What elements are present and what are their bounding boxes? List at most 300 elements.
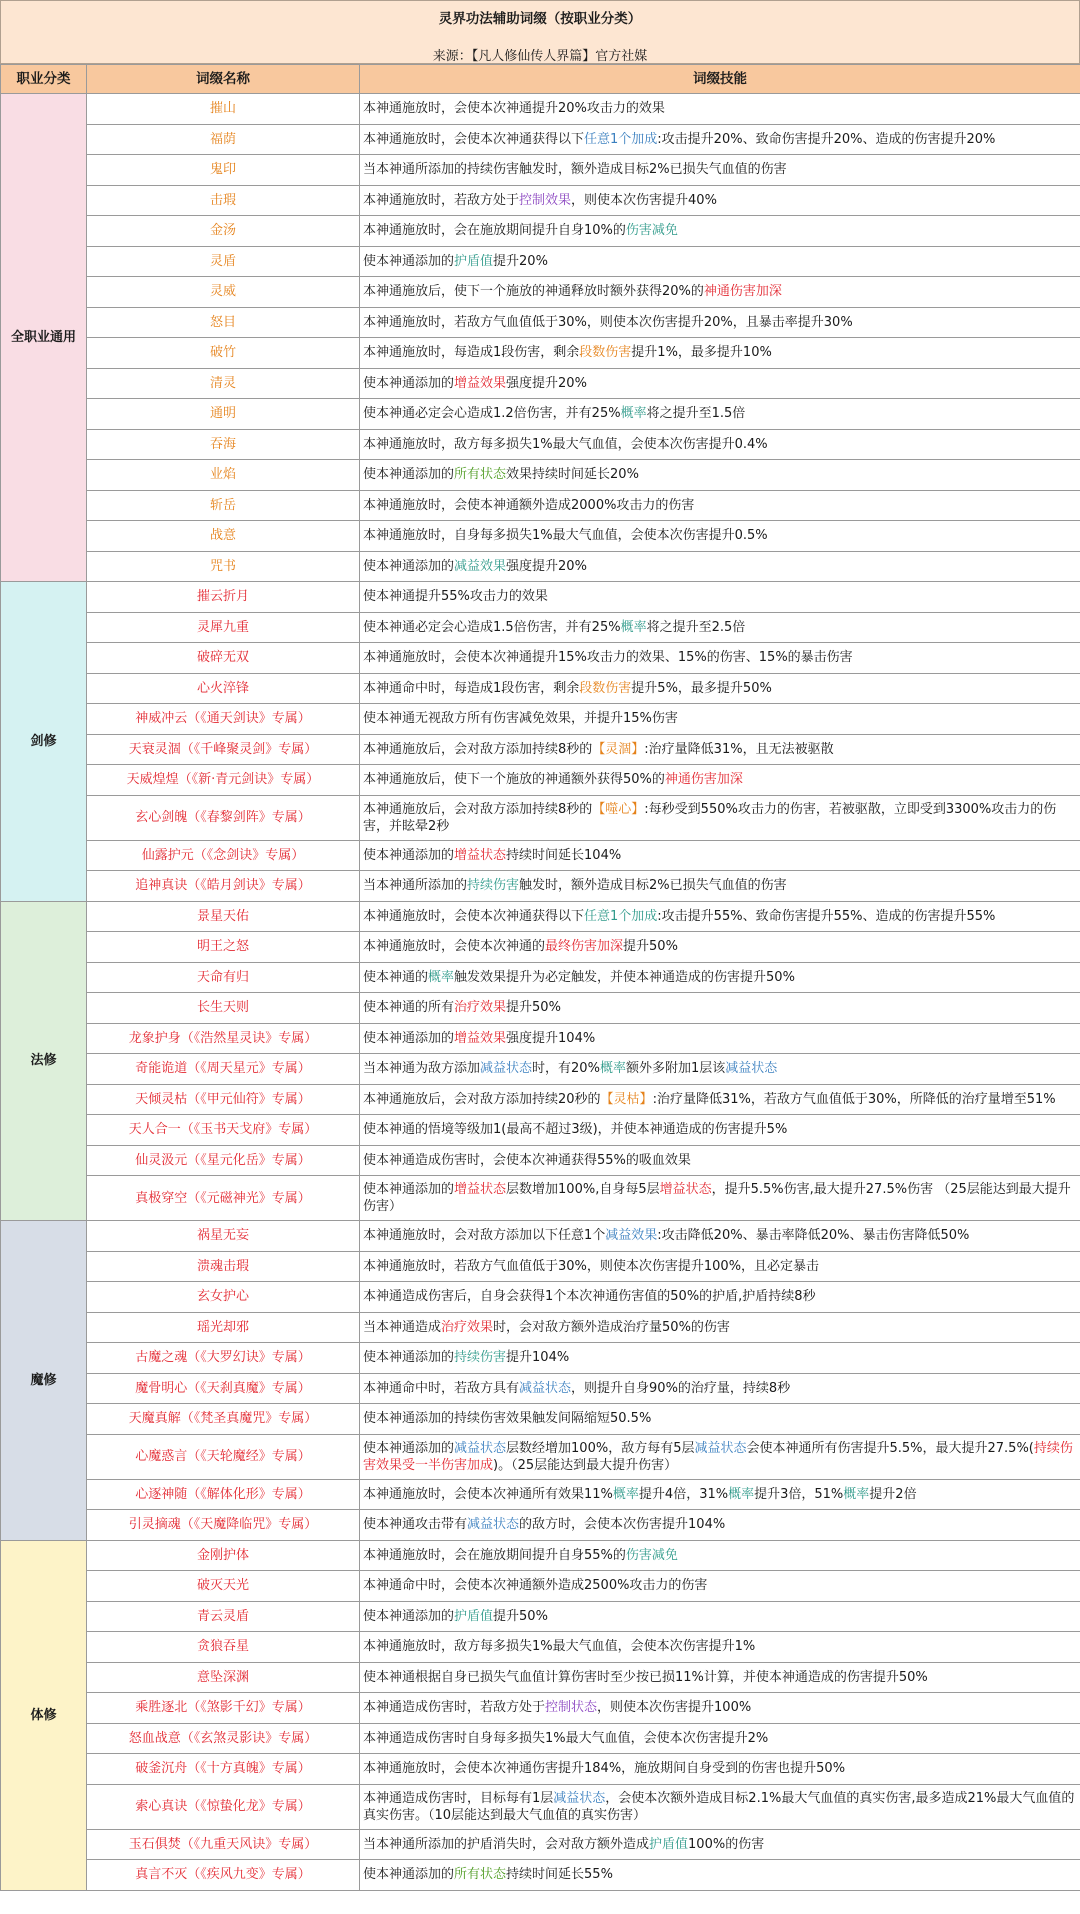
skill-text: 本神通施放时，敌方每多损失1%最大气血值，会使本次伤害提升1% xyxy=(363,1639,756,1655)
skill-text: 本神通命中时，会使本次神通额外造成2500%攻击力的伤害 xyxy=(363,1578,708,1594)
affix-row xyxy=(1,1176,1080,1221)
skill-text: 本神通命中时，若敌方具有 xyxy=(363,1380,520,1396)
skill-text: 使本神通必定会心造成1.5倍伤害，并有25% xyxy=(363,619,621,635)
affix-name: 天命有归 xyxy=(87,962,360,993)
affix-row xyxy=(1,1145,1080,1176)
affix-skill xyxy=(360,551,1080,582)
affix-row xyxy=(1,1723,1080,1754)
skill-text: :治疗量降低31%，且无法被驱散 xyxy=(644,741,834,757)
affix-name: 怒血战意（《玄煞灵影诀》专属） xyxy=(87,1723,360,1754)
affix-skill xyxy=(360,1723,1080,1754)
affix-row xyxy=(1,1251,1080,1282)
skill-text: 本神通施放时，会使本次神通所有效果11% xyxy=(363,1486,613,1502)
header-row xyxy=(1,65,1080,94)
affix-skill xyxy=(360,460,1080,491)
skill-text: 本神通施放后，会对敌方添加持续8秒的 xyxy=(363,741,593,757)
affix-name: 吞海 xyxy=(87,429,360,460)
affix-name: 天魔真解（《梵圣真魔咒》专属） xyxy=(87,1404,360,1435)
affix-row xyxy=(1,1221,1080,1252)
skill-text: :治疗量降低31%，若敌方气血值低于30%，所降低的治疗量增至51% xyxy=(652,1091,1056,1107)
keyword-highlight: 概率 xyxy=(620,406,647,422)
skill-text: 本神通施放后，会对敌方添加持续8秒的 xyxy=(363,801,593,817)
affix-row xyxy=(1,765,1080,796)
affix-skill xyxy=(360,1510,1080,1541)
affix-skill xyxy=(360,1373,1080,1404)
skill-text: 本神通施放时，会使本次神通提升15%攻击力的效果、15%的伤害、15%的暴击伤害 xyxy=(363,650,853,666)
affix-name: 心魔惑言（《天轮魔经》专属） xyxy=(87,1434,360,1479)
affix-row xyxy=(1,185,1080,216)
affix-row xyxy=(1,551,1080,582)
affix-row xyxy=(1,460,1080,491)
affix-name: 破釜沉舟（《十方真魄》专属） xyxy=(87,1754,360,1785)
affix-row xyxy=(1,901,1080,932)
affix-row xyxy=(1,1632,1080,1663)
keyword-highlight: 增益状态 xyxy=(454,847,507,863)
affix-row xyxy=(1,1571,1080,1602)
keyword-highlight: 减益效果 xyxy=(454,558,507,574)
affix-name: 摧云折月 xyxy=(87,582,360,613)
affix-skill xyxy=(360,1662,1080,1693)
affix-skill xyxy=(360,901,1080,932)
affix-skill xyxy=(360,734,1080,765)
affix-name: 祸星无妄 xyxy=(87,1221,360,1252)
affix-skill xyxy=(360,1343,1080,1374)
affix-name: 仙露护元（《念剑诀》专属） xyxy=(87,840,360,871)
affix-skill xyxy=(360,307,1080,338)
skill-text: 本神通施放时，会在施放期间提升自身55%的 xyxy=(363,1547,626,1563)
affix-skill xyxy=(360,765,1080,796)
category-cell: 全职业通用 xyxy=(1,94,87,582)
affix-name: 神威冲云（《通天剑诀》专属） xyxy=(87,704,360,735)
skill-text: 提升3倍，51% xyxy=(754,1486,844,1502)
affix-name: 天倾灵枯（《甲元仙符》专属） xyxy=(87,1084,360,1115)
skill-text: 使本神通提升55%攻击力的效果 xyxy=(363,589,548,605)
skill-text: 提升4倍，31% xyxy=(638,1486,729,1502)
keyword-highlight: 伤害减免 xyxy=(625,223,678,239)
affix-skill xyxy=(360,185,1080,216)
skill-text: :每秒受到550%攻击力的伤害，若被驱散，立即受到3300%攻击力的伤害，并眩晕2秒 xyxy=(363,801,1057,834)
affix-row xyxy=(1,1023,1080,1054)
affix-skill xyxy=(360,1784,1080,1829)
skill-text: 使本神通添加的持续伤害效果触发间隔缩短50.5% xyxy=(363,1411,652,1427)
affix-name: 真极穿空（《元磁神光》专属） xyxy=(87,1176,360,1221)
skill-text: ，则使本次伤害提升40% xyxy=(571,192,717,208)
keyword-highlight: 持续伤害 xyxy=(467,878,520,894)
skill-text: 提升104% xyxy=(506,1350,570,1366)
affix-row xyxy=(1,1860,1080,1891)
keyword-highlight: 概率 xyxy=(428,969,455,985)
affix-row xyxy=(1,246,1080,277)
affix-row xyxy=(1,704,1080,735)
affix-name: 福荫 xyxy=(87,124,360,155)
affix-name: 乘胜逐北（《煞影千幻》专属） xyxy=(87,1693,360,1724)
skill-text: 当本神通造成 xyxy=(363,1319,442,1335)
skill-text: 时，会对敌方额外造成治疗量50%的伤害 xyxy=(493,1319,730,1335)
skill-text: :攻击降低20%、暴击率降低20%、暴击伤害降低50% xyxy=(657,1228,970,1244)
affix-row xyxy=(1,1754,1080,1785)
skill-text: :攻击提升20%、致命伤害提升20%、造成的伤害提升20% xyxy=(657,131,996,147)
affix-name: 仙灵汲元（《星元化岳》专属） xyxy=(87,1145,360,1176)
affix-name: 真言不灭（《疾风九变》专属） xyxy=(87,1860,360,1891)
skill-text: 本神通施放后，会对敌方添加持续20秒的 xyxy=(363,1091,601,1107)
affix-name: 灵盾 xyxy=(87,246,360,277)
affix-row xyxy=(1,307,1080,338)
skill-text: 使本神通的悟境等级加1(最高不超过3级)，并使本神通造成的伤害提升5% xyxy=(363,1122,788,1138)
affix-row xyxy=(1,1693,1080,1724)
skill-text: 本神通施放时，自身每多损失1%最大气血值，会使本次伤害提升0.5% xyxy=(363,528,768,544)
skill-text: 使本神通造成伤害时，会使本次神通获得55%的吸血效果 xyxy=(363,1152,691,1168)
affix-row xyxy=(1,582,1080,613)
affix-row xyxy=(1,612,1080,643)
keyword-highlight: 概率 xyxy=(728,1486,755,1502)
skill-text: ，则使本次伤害提升100% xyxy=(597,1700,752,1716)
skill-text: 本神通施放时，会使本次神通获得以下 xyxy=(363,131,585,147)
affix-row xyxy=(1,840,1080,871)
affix-name: 魔骨明心（《天刹真魔》专属） xyxy=(87,1373,360,1404)
affix-row xyxy=(1,216,1080,247)
affix-row xyxy=(1,1282,1080,1313)
affix-name: 心逐神随（《解体化形》专属） xyxy=(87,1479,360,1510)
affix-name: 瑶光却邪 xyxy=(87,1312,360,1343)
header-affix-name: 词缀名称 xyxy=(87,65,360,94)
affix-skill xyxy=(360,1754,1080,1785)
affix-skill xyxy=(360,277,1080,308)
affix-name: 怒目 xyxy=(87,307,360,338)
affix-row xyxy=(1,1829,1080,1860)
affix-skill xyxy=(360,1571,1080,1602)
category-cell: 法修 xyxy=(1,901,87,1221)
affix-skill xyxy=(360,871,1080,902)
affix-row xyxy=(1,429,1080,460)
affix-skill xyxy=(360,704,1080,735)
affix-row xyxy=(1,795,1080,840)
skill-text: 使本神通的所有 xyxy=(363,1000,455,1016)
affix-row xyxy=(1,962,1080,993)
skill-text: 使本神通添加的 xyxy=(363,253,455,269)
keyword-highlight: 增益效果 xyxy=(454,375,507,391)
keyword-highlight: 减益效果 xyxy=(605,1228,658,1244)
header-category: 职业分类 xyxy=(1,65,87,94)
skill-text: 本神通施放时，会使本神通额外造成2000%攻击力的伤害 xyxy=(363,497,695,513)
affix-skill xyxy=(360,1860,1080,1891)
keyword-highlight: 减益状态 xyxy=(553,1790,606,1806)
skill-text: 当本神通所添加的 xyxy=(363,878,468,894)
affix-name: 清灵 xyxy=(87,368,360,399)
affix-skill xyxy=(360,1084,1080,1115)
affix-skill xyxy=(360,1221,1080,1252)
affix-name: 贪狼吞星 xyxy=(87,1632,360,1663)
keyword-highlight: 增益状态 xyxy=(454,1182,507,1197)
affix-skill xyxy=(360,1479,1080,1510)
skill-text: 本神通施放时，会使本次神通提升20%攻击力的效果 xyxy=(363,101,665,117)
keyword-highlight: 持续伤害 xyxy=(454,1350,507,1366)
affix-row xyxy=(1,1404,1080,1435)
keyword-highlight: 所有状态 xyxy=(454,467,507,483)
keyword-highlight: 任意1个加成 xyxy=(584,131,658,147)
affix-name: 景星天佑 xyxy=(87,901,360,932)
affix-skill xyxy=(360,124,1080,155)
affix-skill xyxy=(360,1601,1080,1632)
affix-skill xyxy=(360,1312,1080,1343)
skill-text: 本神通命中时，每造成1段伤害，剩余 xyxy=(363,680,580,696)
affix-skill xyxy=(360,643,1080,674)
skill-text: 层数经增加100%，敌方每有5层 xyxy=(506,1440,695,1456)
keyword-highlight: 概率 xyxy=(599,1061,626,1077)
skill-text: 将之提升至2.5倍 xyxy=(646,619,746,635)
skill-text: 层数增加100%,自身每5层 xyxy=(506,1182,660,1197)
affix-name: 破碎无双 xyxy=(87,643,360,674)
affix-skill xyxy=(360,1023,1080,1054)
skill-text: 使本神通添加的 xyxy=(363,375,455,391)
keyword-highlight: 护盾值 xyxy=(454,253,494,269)
skill-text: 效果持续时间延长20% xyxy=(506,467,639,483)
affix-skill xyxy=(360,1176,1080,1221)
affix-row xyxy=(1,1784,1080,1829)
affix-name: 奇能诡道（《周天星元》专属） xyxy=(87,1054,360,1085)
affix-skill xyxy=(360,246,1080,277)
affix-name: 天衰灵涸（《千峰聚灵剑》专属） xyxy=(87,734,360,765)
affix-row xyxy=(1,368,1080,399)
skill-text: 会使本神通所有伤害提升5.5%，最大提升27.5%( xyxy=(746,1440,1034,1456)
affix-name: 斩岳 xyxy=(87,490,360,521)
keyword-highlight: 段数伤害 xyxy=(579,680,632,696)
skill-text: 持续时间延长104% xyxy=(506,847,622,863)
keyword-highlight: 任意1个加成 xyxy=(584,908,658,924)
affix-row xyxy=(1,1312,1080,1343)
skill-text: 当本神通为敌方添加 xyxy=(363,1061,481,1077)
keyword-highlight: 减益状态 xyxy=(725,1061,778,1077)
affix-row xyxy=(1,1434,1080,1479)
skill-text: 本神通造成伤害后，自身会获得1个本次神通伤害值的50%的护盾,护盾持续8秒 xyxy=(363,1289,816,1305)
affix-name: 追神真诀（《皓月剑诀》专属） xyxy=(87,871,360,902)
affix-skill xyxy=(360,521,1080,552)
skill-text: 提升2倍 xyxy=(869,1486,917,1502)
skill-text: 使本神通添加的 xyxy=(363,1030,455,1046)
skill-text: 触发时，额外造成目标2%已损失气血值的伤害 xyxy=(519,878,787,894)
affix-skill xyxy=(360,840,1080,871)
skill-text: 本神通施放时，若敌方气血值低于30%，则使本次伤害提升20%，且暴击率提升30% xyxy=(363,314,853,330)
affix-skill xyxy=(360,1251,1080,1282)
affix-row xyxy=(1,734,1080,765)
sheet-title: 灵界功法辅助词缀（按职业分类） xyxy=(438,11,642,27)
affix-name: 明王之怒 xyxy=(87,932,360,963)
affix-row xyxy=(1,993,1080,1024)
keyword-highlight: 增益状态 xyxy=(659,1182,712,1197)
skill-text: 触发效果提升为必定触发，并使本神通造成的伤害提升50% xyxy=(454,969,795,985)
affix-row xyxy=(1,871,1080,902)
keyword-highlight: 控制状态 xyxy=(545,1700,598,1716)
skill-text: 使本神通添加的 xyxy=(363,558,455,574)
affix-name: 灵威 xyxy=(87,277,360,308)
keyword-highlight: 【噬心】 xyxy=(592,801,645,817)
keyword-highlight: 持续伤害效果受一半伤害加成 xyxy=(363,1440,1073,1473)
affix-row xyxy=(1,1540,1080,1571)
category-cell: 体修 xyxy=(1,1540,87,1890)
affix-row xyxy=(1,643,1080,674)
category-cell: 剑修 xyxy=(1,582,87,902)
skill-text: 提升20% xyxy=(493,253,548,269)
affix-skill xyxy=(360,795,1080,840)
affix-name: 战意 xyxy=(87,521,360,552)
skill-text: 本神通施放时，会对敌方添加以下任意1个 xyxy=(363,1228,606,1244)
skill-text: 提升50% xyxy=(493,1608,548,1624)
keyword-highlight: 减益状态 xyxy=(694,1440,747,1456)
affix-name: 玄心剑魄（《春黎剑阵》专属） xyxy=(87,795,360,840)
skill-text: 本神通施放时，会在施放期间提升自身10%的 xyxy=(363,223,626,239)
skill-text: 使本神通必定会心造成1.2倍伤害，并有25% xyxy=(363,406,621,422)
affix-row xyxy=(1,1343,1080,1374)
skill-text: 时，有20% xyxy=(532,1061,600,1077)
skill-text: :攻击提升55%、致命伤害提升55%、造成的伤害提升55% xyxy=(657,908,996,924)
affix-row xyxy=(1,399,1080,430)
skill-text: 本神通造成伤害时自身每多损失1%最大气血值，会使本次伤害提升2% xyxy=(363,1730,769,1746)
affix-skill xyxy=(360,1434,1080,1479)
keyword-highlight: 概率 xyxy=(612,1486,639,1502)
affix-name: 摧山 xyxy=(87,94,360,125)
affix-name: 天人合一（《玉书天戈府》专属） xyxy=(87,1115,360,1146)
affix-skill xyxy=(360,612,1080,643)
sheet-source: 来源：【凡人修仙传人界篇】官方社媒 xyxy=(432,49,648,64)
affix-skill xyxy=(360,962,1080,993)
affix-name: 心火淬锋 xyxy=(87,673,360,704)
skill-text: 的敌方时，会使本次伤害提升104% xyxy=(519,1517,726,1533)
affix-name: 引灵摘魂（《天魔降临咒》专属） xyxy=(87,1510,360,1541)
keyword-highlight: 护盾值 xyxy=(454,1608,494,1624)
affix-name: 青云灵盾 xyxy=(87,1601,360,1632)
affix-skill xyxy=(360,1282,1080,1313)
affix-skill xyxy=(360,338,1080,369)
keyword-highlight: 伤害减免 xyxy=(625,1547,678,1563)
affix-name: 金汤 xyxy=(87,216,360,247)
affix-row xyxy=(1,94,1080,125)
affix-skill xyxy=(360,1693,1080,1724)
affix-row xyxy=(1,155,1080,186)
skill-text: 强度提升20% xyxy=(506,375,587,391)
affix-row xyxy=(1,338,1080,369)
affix-skill xyxy=(360,429,1080,460)
affix-name: 龙象护身（《浩然星灵诀》专属） xyxy=(87,1023,360,1054)
skill-text: 使本神通的 xyxy=(363,969,429,985)
keyword-highlight: 护盾值 xyxy=(649,1836,689,1852)
affix-name: 索心真诀（《惊蛰化龙》专属） xyxy=(87,1784,360,1829)
skill-text: 使本神通添加的 xyxy=(363,1440,455,1456)
affix-row xyxy=(1,124,1080,155)
affix-name: 破灭天光 xyxy=(87,1571,360,1602)
skill-text: 100%的伤害 xyxy=(688,1836,765,1852)
affix-name: 灵犀九重 xyxy=(87,612,360,643)
affix-row xyxy=(1,932,1080,963)
skill-text: 提升5%，最多提升50% xyxy=(631,680,772,696)
affix-name: 鬼印 xyxy=(87,155,360,186)
skill-text: 使本神通添加的 xyxy=(363,1182,455,1197)
skill-text: 将之提升至1.5倍 xyxy=(646,406,746,422)
skill-text: 本神通造成伤害时，目标每有1层 xyxy=(363,1790,554,1806)
affix-skill xyxy=(360,1829,1080,1860)
affix-skill xyxy=(360,1145,1080,1176)
skill-text: 使本神通攻击带有 xyxy=(363,1517,468,1533)
skill-text: 本神通造成伤害时，若敌方处于 xyxy=(363,1700,546,1716)
skill-text: 当本神通所添加的护盾消失时，会对敌方额外造成 xyxy=(363,1836,650,1852)
keyword-highlight: 治疗效果 xyxy=(441,1319,494,1335)
affix-skill xyxy=(360,993,1080,1024)
affix-name: 溃魂击瑕 xyxy=(87,1251,360,1282)
affix-row xyxy=(1,490,1080,521)
skill-text: 本神通施放后，使下一个施放的神通释放时额外获得20%的 xyxy=(363,284,704,300)
affix-skill xyxy=(360,1404,1080,1435)
affix-skill xyxy=(360,399,1080,430)
skill-text: 本神通施放时，会使本次神通伤害提升184%，施放期间自身受到的伤害也提升50% xyxy=(363,1761,846,1777)
affix-row xyxy=(1,1601,1080,1632)
keyword-highlight: 所有状态 xyxy=(454,1867,507,1883)
affix-skill xyxy=(360,94,1080,125)
affix-row xyxy=(1,521,1080,552)
affix-skill xyxy=(360,1540,1080,1571)
skill-text: 使本神通添加的 xyxy=(363,467,455,483)
affix-skill xyxy=(360,1115,1080,1146)
keyword-highlight: 减益状态 xyxy=(454,1440,507,1456)
affix-skill xyxy=(360,673,1080,704)
keyword-highlight: 减益状态 xyxy=(467,1517,520,1533)
keyword-highlight: 治疗效果 xyxy=(454,1000,507,1016)
skill-text: 使本神通添加的 xyxy=(363,1608,455,1624)
affix-row xyxy=(1,1115,1080,1146)
skill-text: 当本神通所添加的持续伤害触发时，额外造成目标2%已损失气血值的伤害 xyxy=(363,162,787,178)
affix-row xyxy=(1,1054,1080,1085)
affix-name: 天威煌煌（《新·青元剑诀》专属） xyxy=(87,765,360,796)
skill-text: 本神通施放时，每造成1段伤害，剩余 xyxy=(363,345,580,361)
skill-text: 本神通施放时，会使本次神通的 xyxy=(363,939,546,955)
skill-text: ，则提升自身90%的治疗量，持续8秒 xyxy=(571,1380,791,1396)
affix-skill xyxy=(360,216,1080,247)
skill-text: ，提升5.5%伤害,最大提升27.5%伤害 （25层能达到最大提升伤害） xyxy=(363,1182,1071,1214)
keyword-highlight: 减益状态 xyxy=(519,1380,572,1396)
skill-text: 本神通施放时，若敌方处于 xyxy=(363,192,520,208)
affix-name: 意坠深渊 xyxy=(87,1662,360,1693)
keyword-highlight: 最终伤害加深 xyxy=(545,939,624,955)
skill-text: 强度提升104% xyxy=(506,1030,596,1046)
skill-text: 本神通施放时，敌方每多损失1%最大气血值，会使本次伤害提升0.4% xyxy=(363,436,768,452)
skill-text: 使本神通添加的 xyxy=(363,847,455,863)
keyword-highlight: 神通伤害加深 xyxy=(703,284,782,300)
skill-text: 提升50% xyxy=(506,1000,561,1016)
affix-row xyxy=(1,1084,1080,1115)
keyword-highlight: 【灵枯】 xyxy=(600,1091,653,1107)
skill-text: ，会使本次额外造成目标2.1%最大气血值的真实伤害,最多造成21%最大气血值的真实伤害。（10层能达到最大气血值的真实伤害） xyxy=(363,1790,1075,1823)
affix-table-body xyxy=(1,94,1080,1891)
affix-row xyxy=(1,1662,1080,1693)
category-cell: 魔修 xyxy=(1,1221,87,1541)
title-banner xyxy=(0,0,1080,64)
affix-name: 通明 xyxy=(87,399,360,430)
skill-text: 使本神通无视敌方所有伤害减免效果，并提升15%伤害 xyxy=(363,711,678,727)
affix-skill xyxy=(360,155,1080,186)
skill-text: 使本神通添加的 xyxy=(363,1350,455,1366)
affix-name: 古魔之魂（《大罗幻诀》专属） xyxy=(87,1343,360,1374)
affix-name: 击瑕 xyxy=(87,185,360,216)
affix-name: 金刚护体 xyxy=(87,1540,360,1571)
affix-name: 业焰 xyxy=(87,460,360,491)
skill-text: 提升50% xyxy=(623,939,678,955)
skill-text: 本神通施放时，会使本次神通获得以下 xyxy=(363,908,585,924)
affix-skill xyxy=(360,368,1080,399)
keyword-highlight: 【灵涸】 xyxy=(592,741,645,757)
affix-skill xyxy=(360,1054,1080,1085)
keyword-highlight: 增益效果 xyxy=(454,1030,507,1046)
affix-name: 长生天则 xyxy=(87,993,360,1024)
skill-text: 持续时间延长55% xyxy=(506,1867,613,1883)
affix-row xyxy=(1,277,1080,308)
keyword-highlight: 神通伤害加深 xyxy=(664,772,743,788)
